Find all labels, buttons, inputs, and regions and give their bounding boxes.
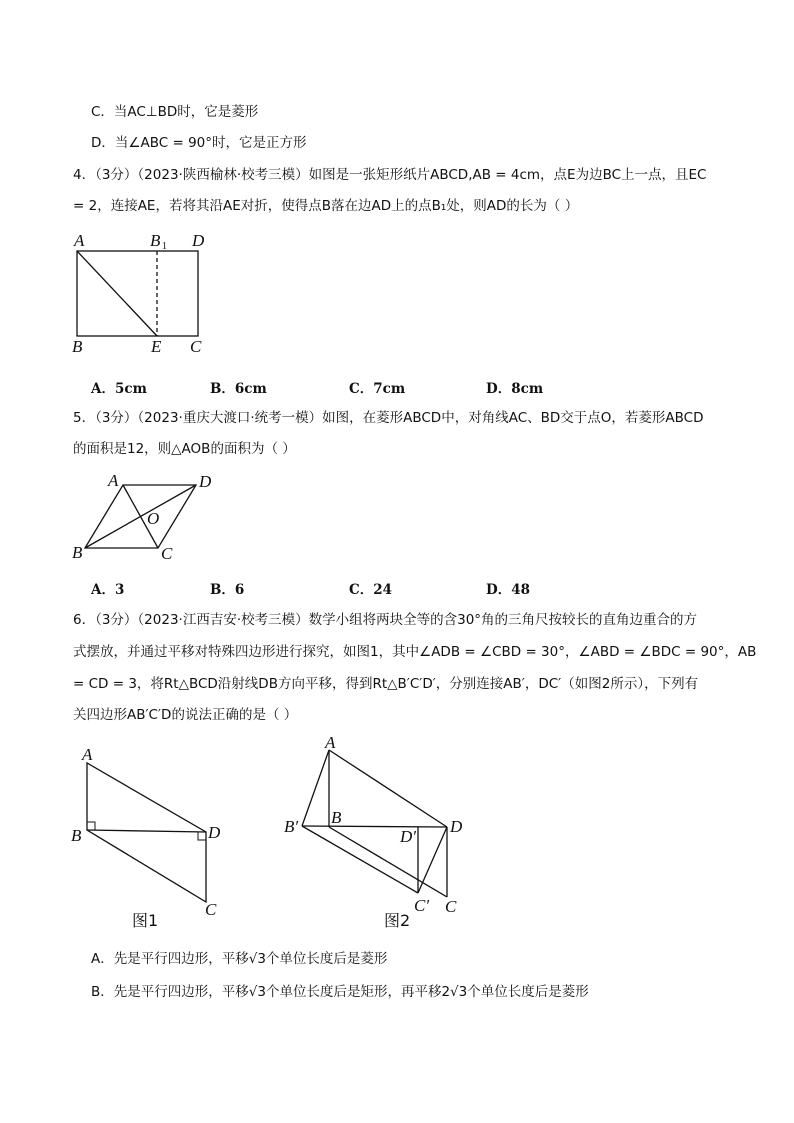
figure1-caption: 图1: [132, 911, 159, 930]
label-b1: B: [150, 231, 161, 250]
segment-bd: [87, 830, 206, 832]
segment-ab-prime: [302, 750, 329, 826]
label-d: D: [450, 817, 463, 836]
q6-figure-1: [60, 740, 240, 940]
label-b-prime: B′: [284, 817, 299, 836]
label-c-prime: C′: [414, 896, 430, 915]
q5-option-c[interactable]: C．24: [349, 582, 393, 598]
q4-option-a[interactable]: A．5cm: [91, 381, 147, 397]
label-o: O: [147, 509, 160, 528]
label-a: A: [108, 471, 119, 490]
q4-option-d[interactable]: D．8cm: [486, 381, 544, 397]
label-b1-sub: 1: [162, 241, 167, 252]
label-c: C: [445, 897, 457, 916]
right-angle-b: [87, 822, 95, 830]
segment-ad: [329, 750, 447, 827]
q4-figure-rectangle: [60, 230, 220, 360]
label-d: D: [192, 231, 205, 250]
label-d-prime: D′: [400, 827, 416, 846]
q4-stem-line2: = 2，连接AE，若将其沿AE对折，使得点B落在边AD上的点B₁处，则AD的长为（ ）: [73, 198, 579, 214]
label-b: B: [72, 337, 83, 356]
label-d: D: [199, 472, 212, 491]
figure2-caption: 图2: [384, 911, 411, 930]
segment-bprime-d: [302, 826, 447, 827]
rect-abcd: [77, 251, 198, 336]
label-b: B: [331, 808, 342, 827]
q5-option-b[interactable]: B．6: [210, 582, 245, 598]
q6-option-a[interactable]: A．先是平行四边形，平移√3个单位长度后是菱形: [91, 951, 388, 967]
right-angle-d: [198, 832, 206, 840]
q4-stem-line1: 4．（3分）（2023·陕西榆林·校考三模）如图是一张矩形纸片ABCD,AB = 4cm，点E为边BC上一点，且EC: [73, 167, 707, 183]
q5-option-a[interactable]: A．3: [91, 582, 125, 598]
q4-option-b[interactable]: B．6cm: [210, 381, 267, 397]
q6-figure-2: [280, 735, 480, 935]
q6-stem-line1: 6．（3分）（2023·江西吉安·校考三模）数学小组将两块全等的含30°角的三角尺按较长的直角边重合的方: [73, 612, 698, 628]
label-a: A: [82, 745, 93, 764]
q6-stem-line3: = CD = 3，将Rt△BCD沿射线DB方向平移，得到Rt△B′C′D′，分别连接AB′，DC′（如图2所示），下列有: [73, 676, 699, 692]
label-c: C: [205, 900, 217, 919]
label-a: A: [325, 733, 336, 752]
label-e: E: [151, 337, 162, 356]
q5-stem-line2: 的面积是12，则△AOB的面积为（ ）: [73, 441, 296, 457]
label-d: D: [208, 823, 221, 842]
segment-ae: [77, 251, 157, 336]
label-c: C: [190, 337, 202, 356]
label-c: C: [161, 544, 173, 563]
label-b: B: [72, 543, 83, 562]
label-b: B: [71, 826, 82, 845]
q6-stem-line2: 式摆放，并通过平移对特殊四边形进行探究，如图1，其中∠ADB = ∠CBD = 30°，∠ABD = ∠BDC = 90°，AB: [73, 644, 757, 660]
q6-stem-line4: 关四边形AB′C′D的说法正确的是（ ）: [73, 707, 298, 723]
q5-stem-line1: 5．（3分）（2023·重庆大渡口·统考一模）如图，在菱形ABCD中，对角线AC、BD交于点O，若菱形ABCD: [73, 410, 704, 426]
diagonal-bd: [85, 485, 196, 548]
label-a: A: [74, 231, 85, 250]
q3-option-d: D．当∠ABC = 90°时，它是正方形: [91, 135, 307, 151]
segment-bc: [329, 827, 447, 897]
parallelogram-abcd: [87, 763, 206, 902]
q3-option-c: C．当AC⊥BD时，它是菱形: [91, 104, 259, 120]
q4-option-c[interactable]: C．7cm: [349, 381, 406, 397]
segment-d-cprime: [418, 827, 447, 893]
q5-option-d[interactable]: D．48: [486, 582, 530, 598]
q5-figure-rhombus: [60, 465, 230, 575]
q6-option-b[interactable]: B．先是平行四边形，平移√3个单位长度后是矩形，再平移2√3个单位长度后是菱形: [91, 984, 589, 1000]
